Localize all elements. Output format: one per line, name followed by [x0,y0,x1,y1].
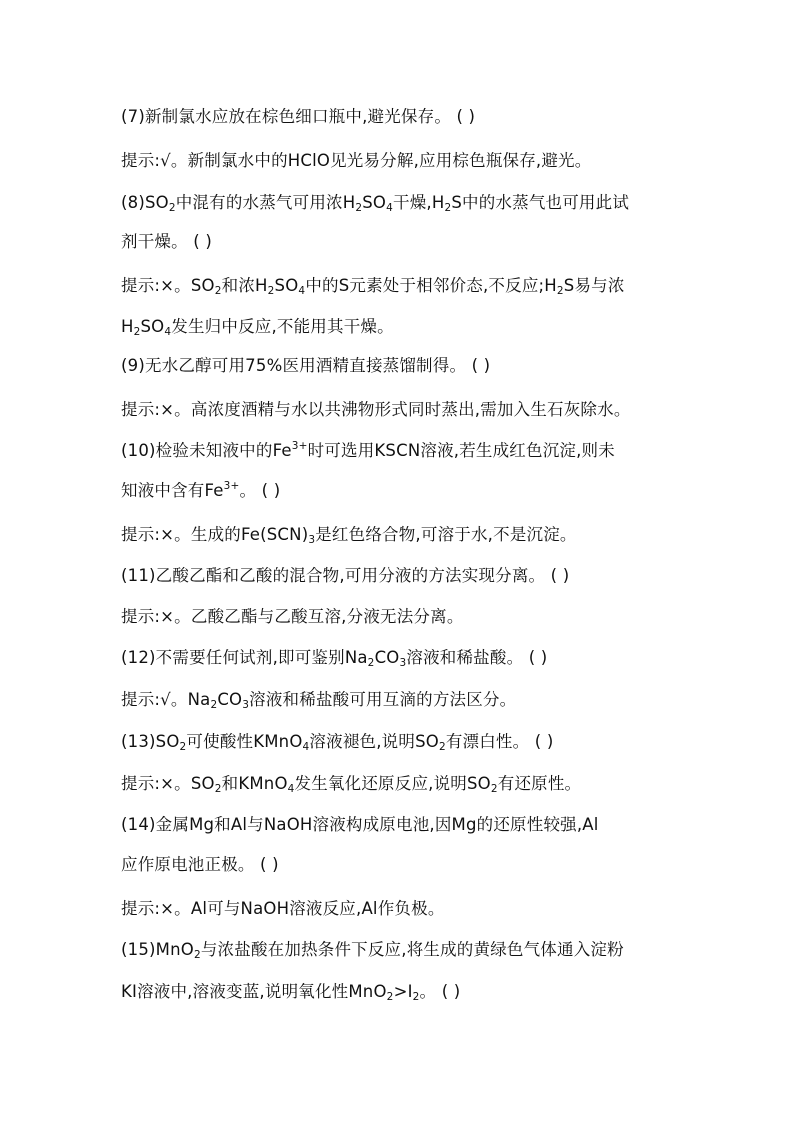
answer-12-line-1: 提示:√。$Na_2CO_3$溶液和稀盐酸可用互滴的方法区分。 [121,690,517,711]
answer-8-line-1: 提示:×。$SO_2$和浓$H_2SO_4$中的S元素处于相邻价态,不反应$;H_2S$易与浓 [121,276,625,297]
question-15-line-1: (15)MnO$_2$与浓盐酸在加热条件下反应,将生成的黄绿色气体通入淀粉 [121,940,624,961]
answer-14-line-1: 提示:×。Al可与NaOH溶液反应,Al作负极。 [121,899,445,918]
question-14-line-2: 应作原电池正极。 ( ) [121,855,279,874]
answer-9-line-1: 提示:×。高浓度酒精与水以共沸物形式同时蒸出,需加入生石灰除水。 [121,400,631,419]
question-14-line-1: (14)金属Mg和Al与NaOH溶液构成原电池,因Mg的还原性较强,Al [121,815,599,834]
question-9-line-1: (9)无水乙醇可用75%医用酒精直接蒸馏制得。 ( ) [121,356,491,375]
question-7-line-1: (7)新制氯水应放在棕色细口瓶中,避光保存。 ( ) [121,107,476,126]
question-13-line-1: $(13)SO_2$可使酸性KMnO$_4$溶液褪色,说明$SO_2$有漂白性。 ( ) [121,732,554,753]
question-8-line-2: 剂干燥。 ( ) [121,232,212,251]
question-10-line-2: 知液中含有$Fe^{3+}$。 ( ) [121,480,281,500]
answer-10-line-1: 提示:×。生成的$Fe(SCN)_3$是红色络合物,可溶于水,不是沉淀。 [121,525,577,546]
question-8-line-1: $(8)SO_2$中混有的水蒸气可用浓$H_2SO_4$干燥$,H_2S$中的水蒸气也可用此试 [121,193,630,214]
answer-13-line-1: 提示:×。$SO_2$和KMnO$_4$发生氧化还原反应,说明$SO_2$有还原性。 [121,774,582,795]
question-12-line-1: (12)不需要任何试剂,即可鉴别$Na_2CO_3$溶液和稀盐酸。 ( ) [121,648,548,669]
question-15-line-2: KI溶液中,溶液变蓝,说明氧化性$MnO_2>I_2$。 ( ) [121,982,461,1003]
answer-11-line-1: 提示:×。乙酸乙酯与乙酸互溶,分液无法分离。 [121,607,464,626]
answer-7-line-1: 提示:√。新制氯水中的HClO见光易分解,应用棕色瓶保存,避光。 [121,151,592,170]
question-10-line-1: (10)检验未知液中的$Fe^{3+}$时可选用KSCN溶液,若生成红色沉淀,则未 [121,440,615,460]
answer-8-line-2: $H_2SO_4$发生归中反应,不能用其干燥。 [121,317,394,338]
question-11-line-1: (11)乙酸乙酯和乙酸的混合物,可用分液的方法实现分离。 ( ) [121,566,570,585]
